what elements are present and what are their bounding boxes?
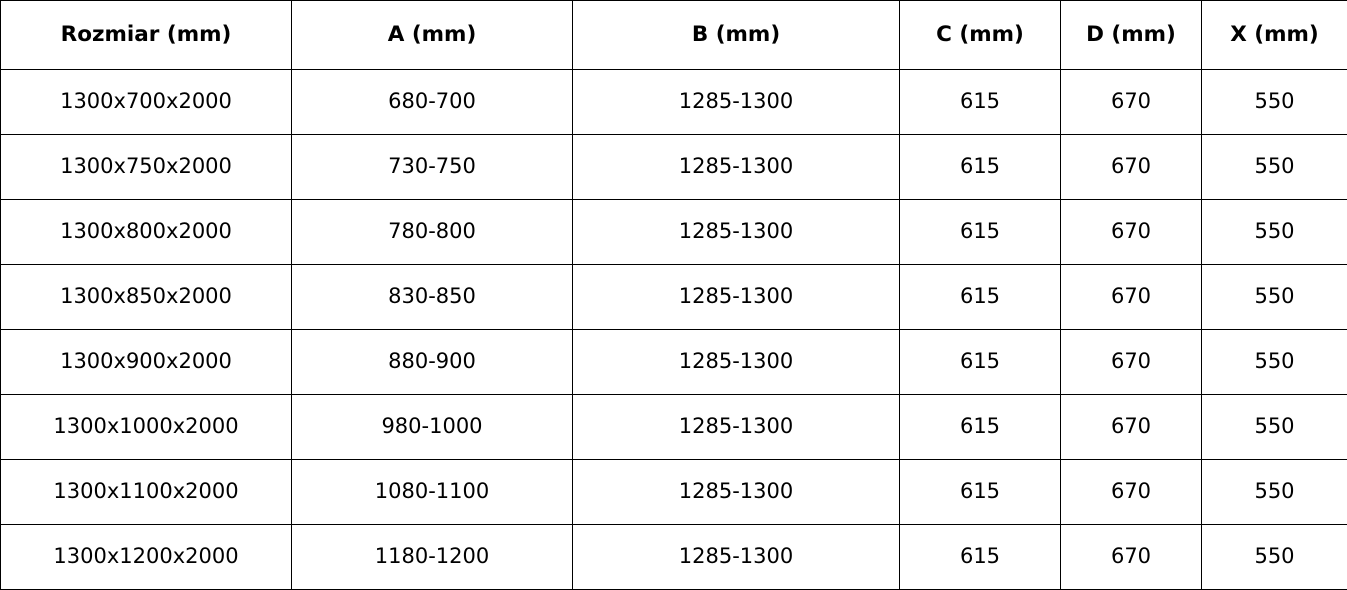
column-header-c: C (mm) xyxy=(900,1,1061,70)
cell-a: 980-1000 xyxy=(292,395,573,460)
cell-a: 880-900 xyxy=(292,330,573,395)
cell-rozmiar: 1300x750x2000 xyxy=(1,135,292,200)
table-row xyxy=(1,135,1347,200)
column-header-rozmiar: Rozmiar (mm) xyxy=(1,1,292,70)
cell-d: 670 xyxy=(1061,200,1202,265)
cell-b: 1285-1300 xyxy=(573,525,900,590)
cell-a: 1180-1200 xyxy=(292,525,573,590)
table-body xyxy=(1,70,1347,590)
table-row xyxy=(1,265,1347,330)
cell-a: 730-750 xyxy=(292,135,573,200)
cell-d: 670 xyxy=(1061,395,1202,460)
cell-d: 670 xyxy=(1061,70,1202,135)
cell-d: 670 xyxy=(1061,525,1202,590)
table-row xyxy=(1,395,1347,460)
column-header-b: B (mm) xyxy=(573,1,900,70)
table-row xyxy=(1,200,1347,265)
cell-d: 670 xyxy=(1061,265,1202,330)
cell-d: 670 xyxy=(1061,135,1202,200)
table-header-row xyxy=(1,1,1347,70)
cell-b: 1285-1300 xyxy=(573,395,900,460)
cell-x: 550 xyxy=(1202,135,1347,200)
cell-c: 615 xyxy=(900,200,1061,265)
cell-x: 550 xyxy=(1202,395,1347,460)
cell-b: 1285-1300 xyxy=(573,330,900,395)
cell-a: 830-850 xyxy=(292,265,573,330)
cell-c: 615 xyxy=(900,395,1061,460)
cell-b: 1285-1300 xyxy=(573,135,900,200)
cell-c: 615 xyxy=(900,525,1061,590)
cell-rozmiar: 1300x850x2000 xyxy=(1,265,292,330)
cell-b: 1285-1300 xyxy=(573,200,900,265)
cell-a: 1080-1100 xyxy=(292,460,573,525)
cell-b: 1285-1300 xyxy=(573,70,900,135)
column-header-x: X (mm) xyxy=(1202,1,1347,70)
table-row xyxy=(1,460,1347,525)
table-row xyxy=(1,70,1347,135)
cell-b: 1285-1300 xyxy=(573,460,900,525)
cell-rozmiar: 1300x700x2000 xyxy=(1,70,292,135)
cell-x: 550 xyxy=(1202,200,1347,265)
cell-c: 615 xyxy=(900,70,1061,135)
cell-rozmiar: 1300x1000x2000 xyxy=(1,395,292,460)
cell-x: 550 xyxy=(1202,460,1347,525)
cell-x: 550 xyxy=(1202,525,1347,590)
cell-rozmiar: 1300x900x2000 xyxy=(1,330,292,395)
cell-d: 670 xyxy=(1061,330,1202,395)
cell-c: 615 xyxy=(900,460,1061,525)
table-header xyxy=(1,1,1347,70)
cell-x: 550 xyxy=(1202,330,1347,395)
cell-a: 780-800 xyxy=(292,200,573,265)
cell-rozmiar: 1300x1100x2000 xyxy=(1,460,292,525)
cell-a: 680-700 xyxy=(292,70,573,135)
cell-c: 615 xyxy=(900,135,1061,200)
cell-c: 615 xyxy=(900,265,1061,330)
column-header-d: D (mm) xyxy=(1061,1,1202,70)
cell-rozmiar: 1300x800x2000 xyxy=(1,200,292,265)
cell-d: 670 xyxy=(1061,460,1202,525)
table-row xyxy=(1,525,1347,590)
cell-x: 550 xyxy=(1202,265,1347,330)
cell-c: 615 xyxy=(900,330,1061,395)
column-header-a: A (mm) xyxy=(292,1,573,70)
table-row xyxy=(1,330,1347,395)
cell-b: 1285-1300 xyxy=(573,265,900,330)
cell-rozmiar: 1300x1200x2000 xyxy=(1,525,292,590)
cell-x: 550 xyxy=(1202,70,1347,135)
